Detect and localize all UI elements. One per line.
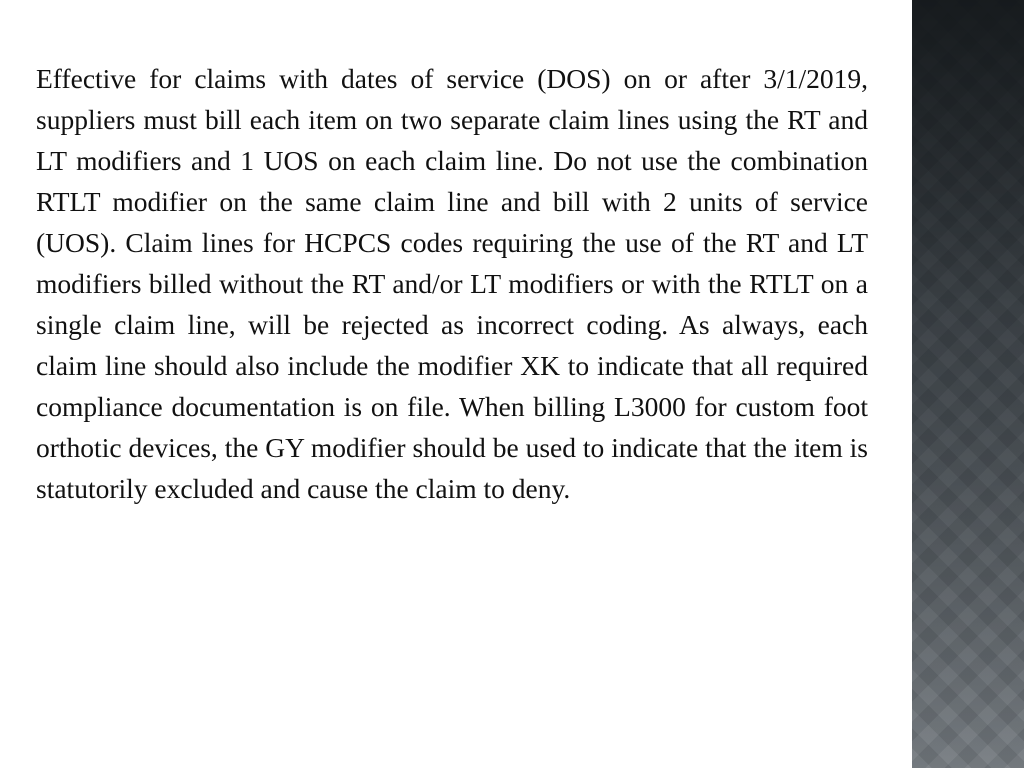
body-paragraph: Effective for claims with dates of service (DOS) on or after 3/1/2019, suppliers must bill each item on two separate claim lines using the RT and LT modifiers and 1 UOS on each claim line. Do not use the combination RTLT modifier on the same claim line and bill with 2 units of service (UOS). Claim lines for HCPCS codes requiring the use of the RT and LT modifiers billed without the RT and/or LT modifiers or with the RTLT on a single claim line, will be rejected as incorrect coding. As always, each claim line should also include the modifier XK to indicate that all required compliance documentation is on file. When billing L3000 for custom foot orthotic devices, the GY modifier should be used to indicate that the item is statutorily excluded and cause the claim to deny. (36, 63, 868, 504)
decorative-side-bar (912, 0, 1024, 768)
